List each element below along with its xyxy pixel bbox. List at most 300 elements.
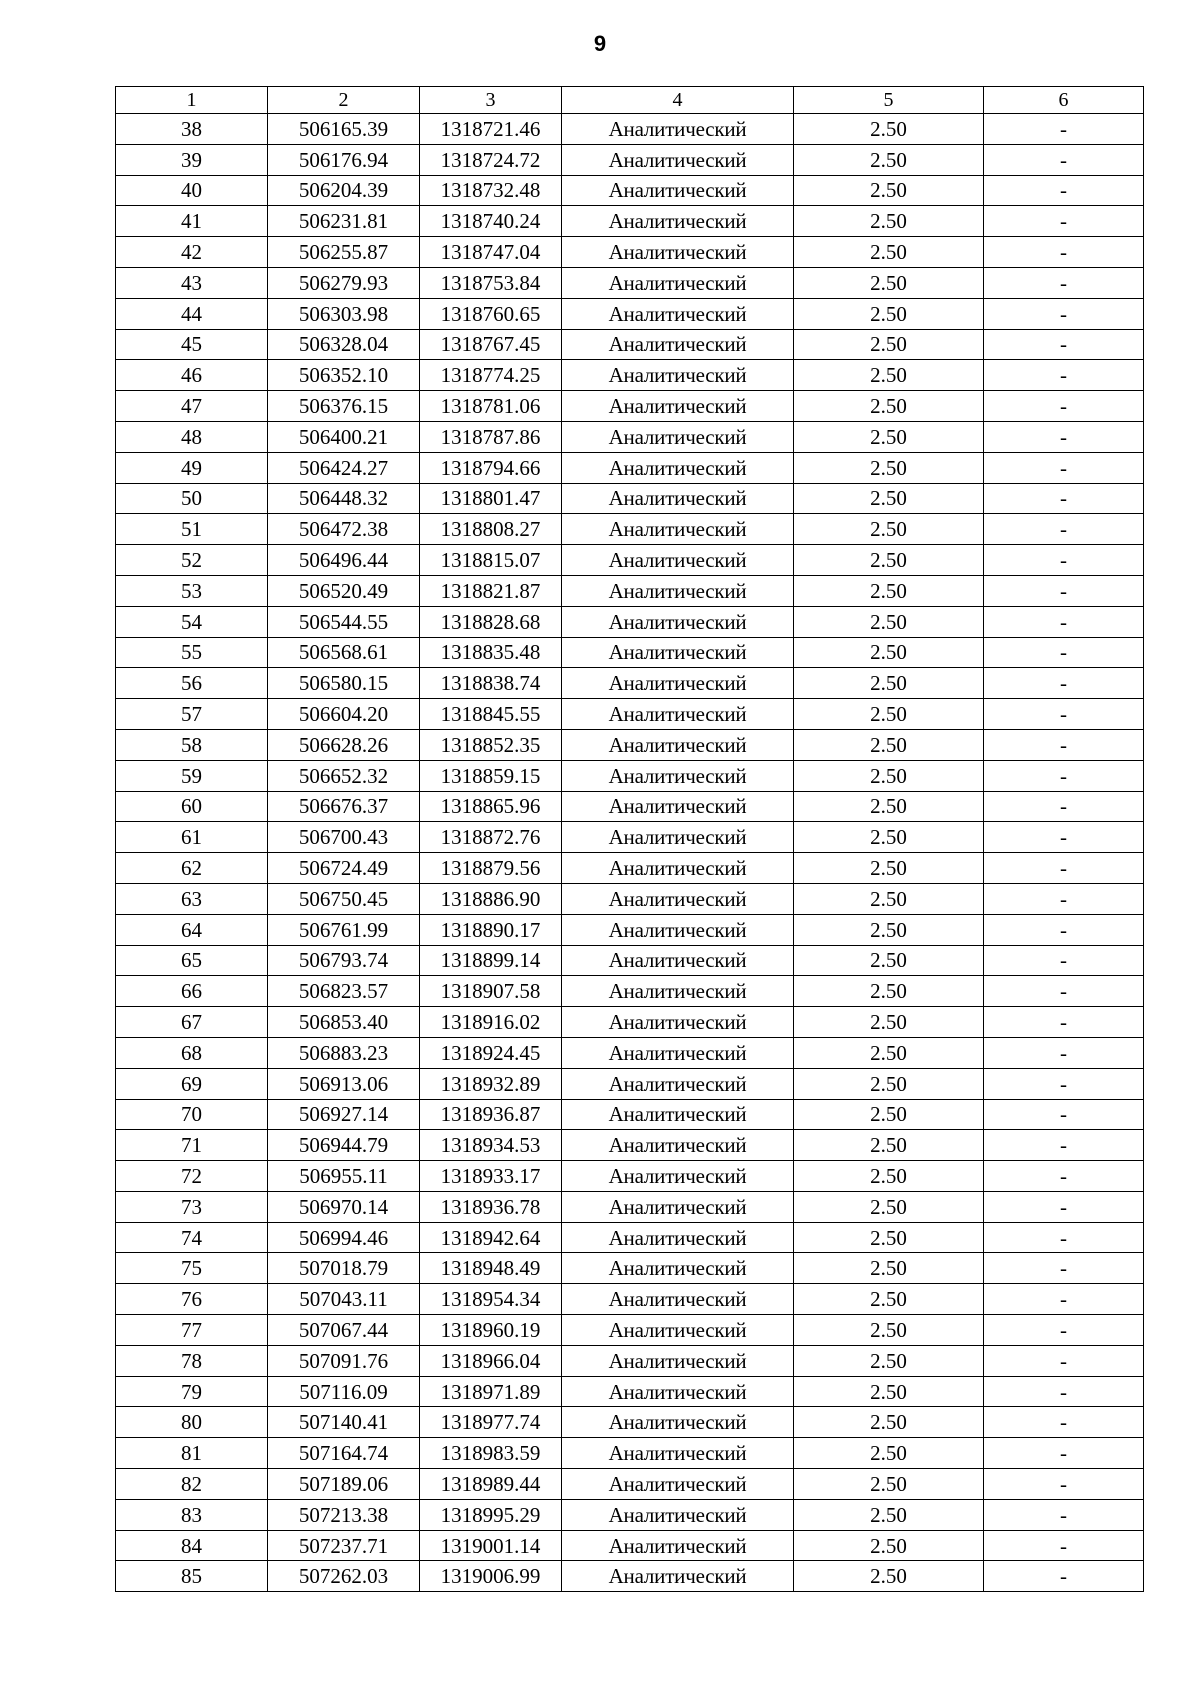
cell-method: Аналитический <box>562 391 794 422</box>
cell-accuracy: 2.50 <box>794 575 984 606</box>
cell-accuracy: 2.50 <box>794 1068 984 1099</box>
cell-point-number: 53 <box>116 575 268 606</box>
cell-accuracy: 2.50 <box>794 514 984 545</box>
cell-y-coordinate: 1318747.04 <box>420 237 562 268</box>
cell-description: - <box>984 1161 1144 1192</box>
cell-y-coordinate: 1318886.90 <box>420 883 562 914</box>
cell-x-coordinate: 507043.11 <box>268 1284 420 1315</box>
table-row <box>116 545 1144 576</box>
cell-point-number: 51 <box>116 514 268 545</box>
cell-accuracy: 2.50 <box>794 1130 984 1161</box>
table-row <box>116 575 1144 606</box>
cell-x-coordinate: 506204.39 <box>268 175 420 206</box>
cell-method: Аналитический <box>562 729 794 760</box>
cell-accuracy: 2.50 <box>794 175 984 206</box>
cell-x-coordinate: 507116.09 <box>268 1376 420 1407</box>
table-header <box>116 87 1144 114</box>
cell-method: Аналитический <box>562 1315 794 1346</box>
cell-x-coordinate: 507091.76 <box>268 1345 420 1376</box>
cell-method: Аналитический <box>562 822 794 853</box>
cell-point-number: 78 <box>116 1345 268 1376</box>
cell-x-coordinate: 506580.15 <box>268 668 420 699</box>
cell-point-number: 38 <box>116 114 268 145</box>
table-row <box>116 822 1144 853</box>
table-row <box>116 514 1144 545</box>
cell-x-coordinate: 507164.74 <box>268 1438 420 1469</box>
table-row <box>116 391 1144 422</box>
cell-point-number: 54 <box>116 606 268 637</box>
cell-x-coordinate: 506913.06 <box>268 1068 420 1099</box>
cell-accuracy: 2.50 <box>794 1315 984 1346</box>
cell-accuracy: 2.50 <box>794 729 984 760</box>
cell-y-coordinate: 1318815.07 <box>420 545 562 576</box>
table-row <box>116 791 1144 822</box>
cell-y-coordinate: 1318936.78 <box>420 1191 562 1222</box>
cell-y-coordinate: 1318845.55 <box>420 699 562 730</box>
cell-description: - <box>984 791 1144 822</box>
cell-y-coordinate: 1318960.19 <box>420 1315 562 1346</box>
cell-method: Аналитический <box>562 1068 794 1099</box>
cell-description: - <box>984 391 1144 422</box>
cell-point-number: 41 <box>116 206 268 237</box>
cell-method: Аналитический <box>562 760 794 791</box>
cell-method: Аналитический <box>562 699 794 730</box>
cell-accuracy: 2.50 <box>794 1561 984 1592</box>
table-row <box>116 1222 1144 1253</box>
cell-x-coordinate: 506994.46 <box>268 1222 420 1253</box>
cell-method: Аналитический <box>562 1222 794 1253</box>
cell-method: Аналитический <box>562 267 794 298</box>
cell-x-coordinate: 506255.87 <box>268 237 420 268</box>
cell-description: - <box>984 1407 1144 1438</box>
cell-description: - <box>984 1130 1144 1161</box>
cell-accuracy: 2.50 <box>794 791 984 822</box>
cell-description: - <box>984 144 1144 175</box>
cell-method: Аналитический <box>562 206 794 237</box>
cell-point-number: 45 <box>116 329 268 360</box>
cell-description: - <box>984 1068 1144 1099</box>
cell-x-coordinate: 506400.21 <box>268 421 420 452</box>
cell-y-coordinate: 1318721.46 <box>420 114 562 145</box>
cell-method: Аналитический <box>562 1161 794 1192</box>
cell-method: Аналитический <box>562 144 794 175</box>
cell-point-number: 60 <box>116 791 268 822</box>
cell-accuracy: 2.50 <box>794 298 984 329</box>
cell-point-number: 80 <box>116 1407 268 1438</box>
cell-accuracy: 2.50 <box>794 1376 984 1407</box>
table-row <box>116 883 1144 914</box>
cell-y-coordinate: 1318879.56 <box>420 853 562 884</box>
cell-accuracy: 2.50 <box>794 914 984 945</box>
cell-x-coordinate: 506352.10 <box>268 360 420 391</box>
cell-accuracy: 2.50 <box>794 1407 984 1438</box>
table-row <box>116 1530 1144 1561</box>
cell-point-number: 74 <box>116 1222 268 1253</box>
cell-accuracy: 2.50 <box>794 853 984 884</box>
cell-method: Аналитический <box>562 637 794 668</box>
cell-point-number: 67 <box>116 1007 268 1038</box>
cell-accuracy: 2.50 <box>794 391 984 422</box>
cell-y-coordinate: 1318948.49 <box>420 1253 562 1284</box>
cell-method: Аналитический <box>562 237 794 268</box>
cell-x-coordinate: 506724.49 <box>268 853 420 884</box>
cell-y-coordinate: 1318760.65 <box>420 298 562 329</box>
cell-x-coordinate: 506303.98 <box>268 298 420 329</box>
cell-y-coordinate: 1318916.02 <box>420 1007 562 1038</box>
table-row <box>116 1037 1144 1068</box>
cell-description: - <box>984 175 1144 206</box>
cell-description: - <box>984 1007 1144 1038</box>
cell-x-coordinate: 506472.38 <box>268 514 420 545</box>
cell-accuracy: 2.50 <box>794 329 984 360</box>
cell-y-coordinate: 1318995.29 <box>420 1499 562 1530</box>
table-row <box>116 668 1144 699</box>
cell-x-coordinate: 506676.37 <box>268 791 420 822</box>
cell-x-coordinate: 506955.11 <box>268 1161 420 1192</box>
cell-point-number: 48 <box>116 421 268 452</box>
cell-point-number: 49 <box>116 452 268 483</box>
cell-point-number: 83 <box>116 1499 268 1530</box>
table-row <box>116 1438 1144 1469</box>
table-row <box>116 853 1144 884</box>
cell-method: Аналитический <box>562 1345 794 1376</box>
cell-description: - <box>984 329 1144 360</box>
cell-y-coordinate: 1318872.76 <box>420 822 562 853</box>
cell-point-number: 85 <box>116 1561 268 1592</box>
cell-accuracy: 2.50 <box>794 1253 984 1284</box>
cell-y-coordinate: 1318989.44 <box>420 1469 562 1500</box>
cell-point-number: 62 <box>116 853 268 884</box>
cell-description: - <box>984 421 1144 452</box>
cell-description: - <box>984 1530 1144 1561</box>
cell-description: - <box>984 575 1144 606</box>
cell-description: - <box>984 1345 1144 1376</box>
table-row <box>116 267 1144 298</box>
cell-description: - <box>984 1499 1144 1530</box>
cell-x-coordinate: 506652.32 <box>268 760 420 791</box>
cell-description: - <box>984 360 1144 391</box>
cell-y-coordinate: 1318942.64 <box>420 1222 562 1253</box>
table-row <box>116 1161 1144 1192</box>
cell-point-number: 71 <box>116 1130 268 1161</box>
table-row <box>116 114 1144 145</box>
table-row <box>116 976 1144 1007</box>
cell-method: Аналитический <box>562 1253 794 1284</box>
cell-accuracy: 2.50 <box>794 1191 984 1222</box>
table-row <box>116 1469 1144 1500</box>
table-row <box>116 421 1144 452</box>
cell-method: Аналитический <box>562 452 794 483</box>
cell-accuracy: 2.50 <box>794 637 984 668</box>
cell-x-coordinate: 506927.14 <box>268 1099 420 1130</box>
cell-accuracy: 2.50 <box>794 1530 984 1561</box>
cell-method: Аналитический <box>562 914 794 945</box>
cell-description: - <box>984 1222 1144 1253</box>
cell-accuracy: 2.50 <box>794 360 984 391</box>
column-header-1: 1 <box>116 87 268 114</box>
table-row <box>116 1099 1144 1130</box>
cell-method: Аналитический <box>562 114 794 145</box>
header-row <box>116 87 1144 114</box>
table-row <box>116 1345 1144 1376</box>
cell-method: Аналитический <box>562 606 794 637</box>
cell-y-coordinate: 1318821.87 <box>420 575 562 606</box>
cell-x-coordinate: 507262.03 <box>268 1561 420 1592</box>
cell-method: Аналитический <box>562 1469 794 1500</box>
cell-point-number: 42 <box>116 237 268 268</box>
cell-method: Аналитический <box>562 791 794 822</box>
cell-accuracy: 2.50 <box>794 945 984 976</box>
table-row <box>116 945 1144 976</box>
cell-x-coordinate: 506700.43 <box>268 822 420 853</box>
table-row <box>116 914 1144 945</box>
cell-description: - <box>984 729 1144 760</box>
cell-y-coordinate: 1318966.04 <box>420 1345 562 1376</box>
cell-y-coordinate: 1318787.86 <box>420 421 562 452</box>
coordinates-table <box>115 86 1144 1592</box>
cell-x-coordinate: 506544.55 <box>268 606 420 637</box>
cell-point-number: 61 <box>116 822 268 853</box>
cell-description: - <box>984 1561 1144 1592</box>
cell-y-coordinate: 1318724.72 <box>420 144 562 175</box>
table-row <box>116 1253 1144 1284</box>
cell-point-number: 70 <box>116 1099 268 1130</box>
cell-accuracy: 2.50 <box>794 1099 984 1130</box>
cell-method: Аналитический <box>562 883 794 914</box>
cell-y-coordinate: 1318890.17 <box>420 914 562 945</box>
cell-description: - <box>984 1284 1144 1315</box>
cell-method: Аналитический <box>562 360 794 391</box>
cell-point-number: 44 <box>116 298 268 329</box>
cell-y-coordinate: 1318934.53 <box>420 1130 562 1161</box>
table-row <box>116 1130 1144 1161</box>
cell-y-coordinate: 1318907.58 <box>420 976 562 1007</box>
cell-method: Аналитический <box>562 1191 794 1222</box>
cell-point-number: 46 <box>116 360 268 391</box>
cell-point-number: 47 <box>116 391 268 422</box>
cell-y-coordinate: 1318801.47 <box>420 483 562 514</box>
cell-y-coordinate: 1318977.74 <box>420 1407 562 1438</box>
cell-description: - <box>984 699 1144 730</box>
table-row <box>116 1376 1144 1407</box>
cell-x-coordinate: 506328.04 <box>268 329 420 360</box>
cell-x-coordinate: 506176.94 <box>268 144 420 175</box>
cell-x-coordinate: 506750.45 <box>268 883 420 914</box>
cell-method: Аналитический <box>562 1007 794 1038</box>
table-row <box>116 1407 1144 1438</box>
cell-point-number: 55 <box>116 637 268 668</box>
cell-y-coordinate: 1318781.06 <box>420 391 562 422</box>
cell-description: - <box>984 914 1144 945</box>
column-header-4: 4 <box>562 87 794 114</box>
cell-description: - <box>984 1099 1144 1130</box>
table-row <box>116 206 1144 237</box>
cell-point-number: 84 <box>116 1530 268 1561</box>
cell-accuracy: 2.50 <box>794 1222 984 1253</box>
cell-accuracy: 2.50 <box>794 606 984 637</box>
cell-accuracy: 2.50 <box>794 206 984 237</box>
cell-point-number: 75 <box>116 1253 268 1284</box>
cell-point-number: 82 <box>116 1469 268 1500</box>
table-row <box>116 298 1144 329</box>
cell-x-coordinate: 506424.27 <box>268 452 420 483</box>
cell-point-number: 43 <box>116 267 268 298</box>
cell-method: Аналитический <box>562 1130 794 1161</box>
cell-y-coordinate: 1318767.45 <box>420 329 562 360</box>
cell-x-coordinate: 506496.44 <box>268 545 420 576</box>
cell-method: Аналитический <box>562 175 794 206</box>
table-row <box>116 144 1144 175</box>
cell-point-number: 68 <box>116 1037 268 1068</box>
cell-description: - <box>984 945 1144 976</box>
cell-description: - <box>984 883 1144 914</box>
table-row <box>116 1068 1144 1099</box>
cell-accuracy: 2.50 <box>794 545 984 576</box>
cell-point-number: 52 <box>116 545 268 576</box>
table-row <box>116 329 1144 360</box>
cell-y-coordinate: 1318732.48 <box>420 175 562 206</box>
cell-y-coordinate: 1318838.74 <box>420 668 562 699</box>
cell-method: Аналитический <box>562 1499 794 1530</box>
table-row <box>116 1499 1144 1530</box>
column-header-6: 6 <box>984 87 1144 114</box>
cell-x-coordinate: 507018.79 <box>268 1253 420 1284</box>
column-header-5: 5 <box>794 87 984 114</box>
cell-method: Аналитический <box>562 329 794 360</box>
cell-description: - <box>984 1191 1144 1222</box>
cell-method: Аналитический <box>562 483 794 514</box>
cell-x-coordinate: 507237.71 <box>268 1530 420 1561</box>
cell-method: Аналитический <box>562 1284 794 1315</box>
cell-method: Аналитический <box>562 545 794 576</box>
cell-method: Аналитический <box>562 1099 794 1130</box>
cell-y-coordinate: 1318924.45 <box>420 1037 562 1068</box>
cell-accuracy: 2.50 <box>794 267 984 298</box>
table-row <box>116 1191 1144 1222</box>
cell-x-coordinate: 506853.40 <box>268 1007 420 1038</box>
cell-point-number: 57 <box>116 699 268 730</box>
cell-x-coordinate: 507067.44 <box>268 1315 420 1346</box>
table-row <box>116 1007 1144 1038</box>
column-header-3: 3 <box>420 87 562 114</box>
cell-x-coordinate: 506883.23 <box>268 1037 420 1068</box>
cell-accuracy: 2.50 <box>794 822 984 853</box>
cell-x-coordinate: 506520.49 <box>268 575 420 606</box>
cell-accuracy: 2.50 <box>794 760 984 791</box>
cell-method: Аналитический <box>562 514 794 545</box>
cell-y-coordinate: 1318740.24 <box>420 206 562 237</box>
cell-accuracy: 2.50 <box>794 1499 984 1530</box>
cell-method: Аналитический <box>562 298 794 329</box>
table-row <box>116 637 1144 668</box>
table-row <box>116 606 1144 637</box>
cell-description: - <box>984 1315 1144 1346</box>
table-row <box>116 237 1144 268</box>
cell-y-coordinate: 1318753.84 <box>420 267 562 298</box>
cell-y-coordinate: 1319006.99 <box>420 1561 562 1592</box>
cell-accuracy: 2.50 <box>794 452 984 483</box>
cell-point-number: 77 <box>116 1315 268 1346</box>
column-header-2: 2 <box>268 87 420 114</box>
cell-point-number: 40 <box>116 175 268 206</box>
cell-x-coordinate: 506944.79 <box>268 1130 420 1161</box>
cell-point-number: 66 <box>116 976 268 1007</box>
cell-x-coordinate: 507213.38 <box>268 1499 420 1530</box>
cell-y-coordinate: 1318933.17 <box>420 1161 562 1192</box>
cell-description: - <box>984 822 1144 853</box>
table-body <box>116 114 1144 1592</box>
cell-accuracy: 2.50 <box>794 1469 984 1500</box>
cell-accuracy: 2.50 <box>794 1037 984 1068</box>
cell-description: - <box>984 1037 1144 1068</box>
table-row <box>116 483 1144 514</box>
cell-method: Аналитический <box>562 1438 794 1469</box>
cell-description: - <box>984 668 1144 699</box>
cell-y-coordinate: 1318835.48 <box>420 637 562 668</box>
cell-description: - <box>984 114 1144 145</box>
cell-accuracy: 2.50 <box>794 976 984 1007</box>
cell-accuracy: 2.50 <box>794 144 984 175</box>
cell-description: - <box>984 853 1144 884</box>
cell-description: - <box>984 606 1144 637</box>
cell-description: - <box>984 1253 1144 1284</box>
cell-accuracy: 2.50 <box>794 1161 984 1192</box>
cell-accuracy: 2.50 <box>794 421 984 452</box>
cell-method: Аналитический <box>562 421 794 452</box>
cell-y-coordinate: 1318774.25 <box>420 360 562 391</box>
table-row <box>116 360 1144 391</box>
cell-y-coordinate: 1318971.89 <box>420 1376 562 1407</box>
cell-point-number: 58 <box>116 729 268 760</box>
cell-y-coordinate: 1318828.68 <box>420 606 562 637</box>
cell-x-coordinate: 506761.99 <box>268 914 420 945</box>
table-row <box>116 729 1144 760</box>
cell-point-number: 56 <box>116 668 268 699</box>
cell-description: - <box>984 206 1144 237</box>
cell-x-coordinate: 506604.20 <box>268 699 420 730</box>
cell-x-coordinate: 506568.61 <box>268 637 420 668</box>
cell-y-coordinate: 1318954.34 <box>420 1284 562 1315</box>
table-row <box>116 175 1144 206</box>
cell-x-coordinate: 507140.41 <box>268 1407 420 1438</box>
cell-method: Аналитический <box>562 1530 794 1561</box>
cell-description: - <box>984 545 1144 576</box>
cell-accuracy: 2.50 <box>794 1007 984 1038</box>
cell-point-number: 73 <box>116 1191 268 1222</box>
cell-description: - <box>984 1469 1144 1500</box>
page-number: 9 <box>593 31 607 56</box>
cell-method: Аналитический <box>562 575 794 606</box>
cell-description: - <box>984 1376 1144 1407</box>
cell-method: Аналитический <box>562 668 794 699</box>
cell-x-coordinate: 506448.32 <box>268 483 420 514</box>
cell-x-coordinate: 506376.15 <box>268 391 420 422</box>
cell-accuracy: 2.50 <box>794 1438 984 1469</box>
cell-x-coordinate: 506823.57 <box>268 976 420 1007</box>
table-row <box>116 699 1144 730</box>
cell-accuracy: 2.50 <box>794 237 984 268</box>
cell-description: - <box>984 267 1144 298</box>
cell-description: - <box>984 760 1144 791</box>
cell-point-number: 59 <box>116 760 268 791</box>
cell-accuracy: 2.50 <box>794 483 984 514</box>
cell-y-coordinate: 1319001.14 <box>420 1530 562 1561</box>
cell-point-number: 69 <box>116 1068 268 1099</box>
cell-accuracy: 2.50 <box>794 668 984 699</box>
cell-x-coordinate: 506231.81 <box>268 206 420 237</box>
cell-point-number: 39 <box>116 144 268 175</box>
table-row <box>116 1561 1144 1592</box>
